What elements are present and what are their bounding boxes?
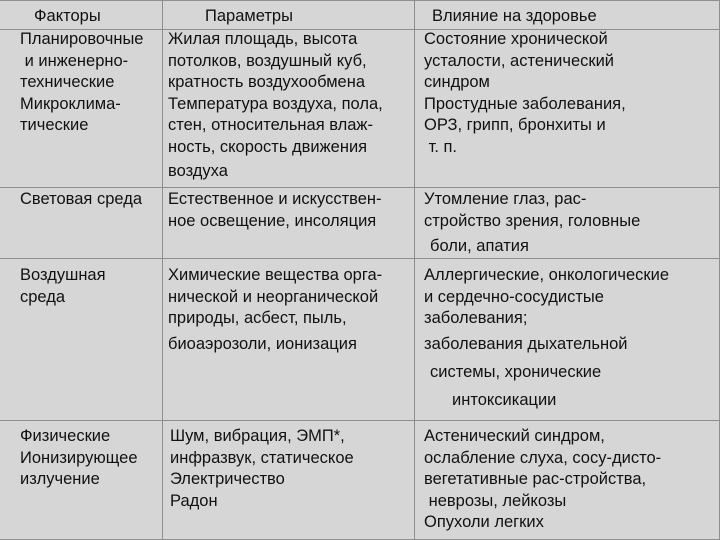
- row-divider: [0, 258, 720, 259]
- row4-params: Шум, вибрация, ЭМП*, инфразвук, статическое Электричество Радон: [170, 427, 354, 510]
- row3-health-extra2: системы, хронические: [430, 363, 602, 381]
- row1-factor: Планировочные и инженерно- технические Микроклима- тические: [20, 30, 144, 134]
- row3-params: Химические вещества орга- нической и неорганической природы, асбест, пыль,: [168, 266, 383, 327]
- row3-factor: Воздушная среда: [20, 266, 106, 306]
- row2-factor: Световая среда: [20, 190, 142, 208]
- column-divider: [162, 0, 163, 540]
- row3-health-extra1: заболевания дыхательной: [424, 335, 628, 353]
- row2-params: Естественное и искусствен- ное освещение, инсоляция: [168, 190, 382, 230]
- row1-health: Состояние хронической усталости, астенический синдром Простудные заболевания, ОРЗ, грипп, бронхиты и т. п.: [424, 30, 626, 156]
- row-divider: [0, 420, 720, 421]
- column-divider: [414, 0, 415, 540]
- row-divider: [0, 0, 720, 1]
- row2-health: Утомление глаз, рас- стройство зрения, головные: [424, 190, 641, 230]
- row-divider: [0, 187, 720, 188]
- header-factors: Факторы: [34, 7, 101, 25]
- row1-params: Жилая площадь, высота потолков, воздушный куб, кратность воздухообмена Температура воздуха, пола, стен, относительная влаж- ность, скорость движения: [168, 30, 383, 156]
- header-parameters: Параметры: [205, 7, 293, 25]
- row4-health: Астенический синдром, ослабление слуха, сосу-дисто- вегетативные рас-стройства, неврозы, лейкозы Опухоли легких: [424, 427, 662, 531]
- row4-factor: Физические Ионизирующее излучение: [20, 427, 138, 488]
- header-health: Влияние на здоровье: [432, 7, 597, 25]
- row3-health: Аллергические, онкологические и сердечно-сосудистые заболевания;: [424, 266, 670, 327]
- row1-params-extra: воздуха: [168, 162, 228, 180]
- row2-health-extra: боли, апатия: [430, 237, 529, 255]
- row3-health-extra3: интоксикации: [452, 391, 557, 409]
- row3-params-extra: биоаэрозоли, ионизация: [168, 335, 357, 353]
